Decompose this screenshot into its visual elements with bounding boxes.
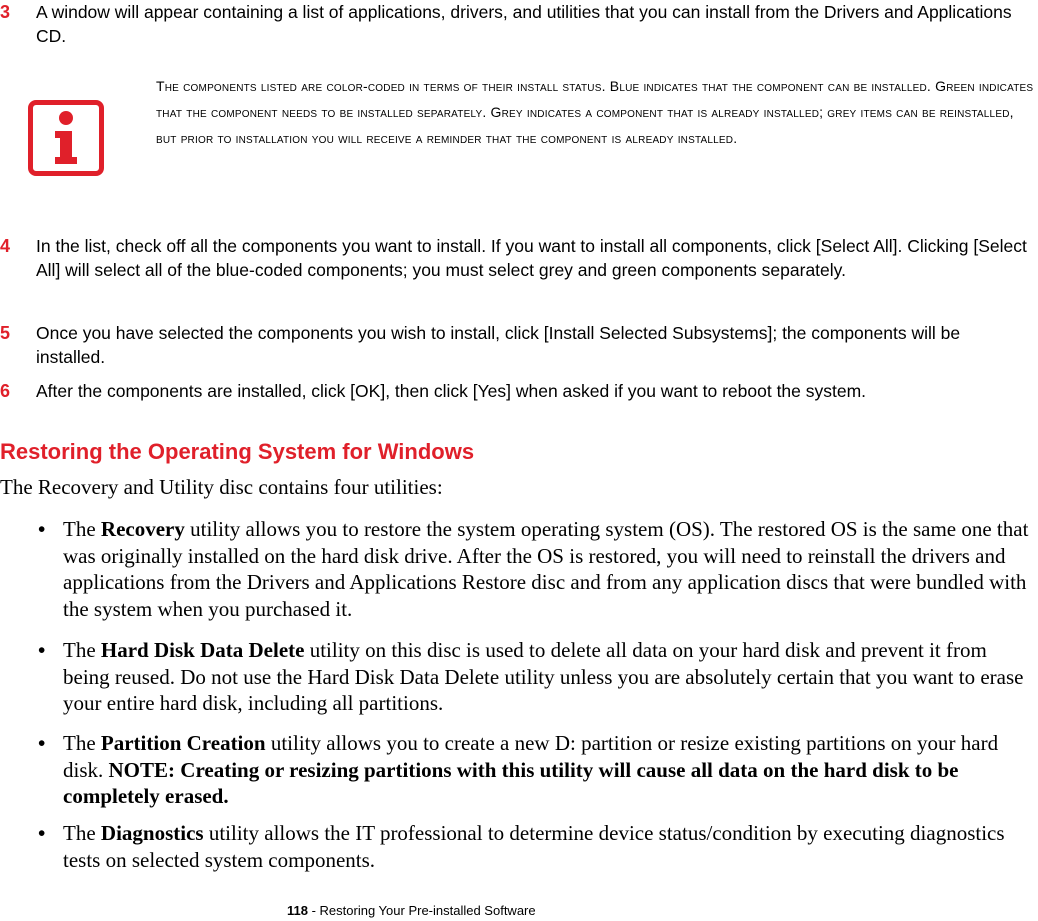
step-4 <box>0 234 1030 282</box>
bullet-recovery: • The Recovery utility allows you to restore the system operating system (OS). The restored OS is the same one that was originally installed on the hard disk drive. After the OS is restored, you will need to reinstall the drivers and applications from the Drivers and Applications Restore disc and from any application discs that were bundled with the system when you purchased it. <box>38 517 1029 621</box>
info-icon <box>28 100 104 176</box>
utility-name: Partition Creation <box>100 731 266 755</box>
step-6 <box>0 379 1030 403</box>
step-5 <box>0 321 1030 369</box>
note-text: The components listed are color-coded in terms of their install status. Blue indicates that the component can be installed. Green indicates that the component needs to be installed separately. Grey indicates a component that is already installed; grey items can be reinstalled, but prior to installation you will receive a reminder that the component is already installed. <box>156 78 1034 146</box>
step-number: 5 <box>0 323 11 343</box>
footer-title: Restoring Your Pre-installed Software <box>319 903 536 918</box>
section-heading: Restoring the Operating System for Windows <box>0 439 475 464</box>
step-text: Once you have selected the components you wish to install, click [Install Selected Subsystems]; the components will be installed. <box>36 323 961 367</box>
step-text: A window will appear containing a list of applications, drivers, and utilities that you can install from the Drivers and Applications CD. <box>36 2 1012 46</box>
bullet-partition-creation: • The Partition Creation utility allows you to create a new D: partition or resize existing partitions on your hard disk. NOTE: Creating or resizing partitions with this utility will cause all data on the hard disk to be completely erased. <box>38 731 999 808</box>
bullet-hard-disk-data-delete: • The Hard Disk Data Delete utility on this disc is used to delete all data on your hard disk and prevent it from being reused. Do not use the Hard Disk Data Delete utility unless you are absolutely certain that you want to erase your entire hard disk, including all partitions. <box>38 638 1024 715</box>
bullet-dot-icon: • <box>38 517 46 541</box>
step-number: 6 <box>0 381 11 401</box>
step-3 <box>0 0 1030 48</box>
bullet-dot-icon: • <box>38 821 46 845</box>
bullet-dot-icon: • <box>38 731 46 755</box>
bullet-diagnostics: • The Diagnostics utility allows the IT professional to determine device status/condition by executing diagnostics tests on selected system components. <box>38 821 1005 872</box>
page-footer: 118 - Restoring Your Pre-installed Software <box>287 903 536 918</box>
step-number: 4 <box>0 236 11 256</box>
page-number: 118 <box>287 903 308 918</box>
bullet-dot-icon: • <box>38 638 46 662</box>
utility-name: Recovery <box>100 517 185 541</box>
step-number: 3 <box>0 2 11 22</box>
warning-note: NOTE: Creating or resizing partitions with this utility will cause all data on the hard disk to be completely erased. <box>63 757 959 808</box>
utility-name: Diagnostics <box>100 821 204 845</box>
step-text: In the list, check off all the components you want to install. If you want to install all components, click [Select All]. Clicking [Select All] will select all of the blue-coded components; you must select grey and green components separately. <box>36 236 1027 280</box>
step-text: After the components are installed, click [OK], then click [Yes] when asked if you want to reboot the system. <box>36 381 867 401</box>
section-intro: The Recovery and Utility disc contains four utilities: <box>0 475 443 499</box>
utility-name: Hard Disk Data Delete <box>100 638 305 662</box>
